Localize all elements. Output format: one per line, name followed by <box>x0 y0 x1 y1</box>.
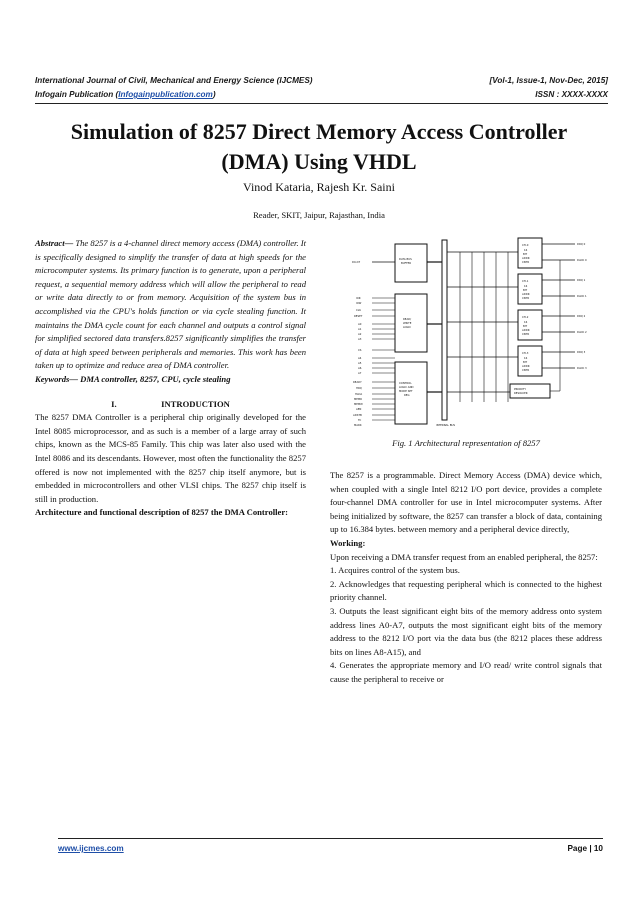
architecture-figure <box>350 232 602 432</box>
svg-text:PRIORITY: PRIORITY <box>514 388 526 391</box>
block-label: LOGIC <box>403 326 411 329</box>
working-intro: Upon receiving a DMA transfer request from an enabled peripheral, the 8257: <box>330 551 598 562</box>
abstract-text: The 8257 is a 4-channel direct memory access (DMA) controller. It is specifically designed to simplify the transfer of data at high speeds for the microcomputer systems. Its primary function is to generate, upon a peripheral request, a sequential memory address which will allow the peripheral to read or write data directly to or from memory. Acquisition of the system bus in accomplished via the CPU's holds function or via cycle stealing function. It maintains the DMA cycle count for each channel and outputs a control signal for simplified sectored data transfers.8257 significantly simplifies the transfer of data at high speed between peripherals and memories. This work has been taken up to optimize and reduce area of DMA controller. <box>35 238 306 371</box>
svg-text:DRQ 0: DRQ 0 <box>577 243 586 246</box>
svg-text:CS: CS <box>358 349 362 352</box>
working-item-4: 4. Generates the appropriate memory and I/O read/ write control signals that cause the peripheral to receive or <box>330 660 602 684</box>
channel-0 <box>518 238 542 268</box>
svg-text:HRQ: HRQ <box>356 387 362 390</box>
block-label: READ/ <box>403 318 412 321</box>
svg-text:A6: A6 <box>358 367 362 370</box>
channel-1 <box>518 274 542 304</box>
svg-text:CNTR: CNTR <box>522 369 530 372</box>
block-label: LOGIC AND <box>399 386 414 389</box>
block-control-logic <box>395 362 427 424</box>
paper-authors: Vinod Kataria, Rajesh Kr. Saini <box>243 180 395 194</box>
svg-text:BIT: BIT <box>523 361 528 364</box>
svg-text:MARK: MARK <box>354 424 362 427</box>
svg-text:ADSTB: ADSTB <box>353 414 362 417</box>
svg-text:BIT: BIT <box>523 253 528 256</box>
publisher-info <box>35 90 216 99</box>
svg-text:CH-3: CH-3 <box>522 352 529 355</box>
svg-text:ADDR: ADDR <box>522 365 530 368</box>
priority-resolver <box>510 384 550 398</box>
page-footer <box>58 844 603 853</box>
svg-text:DACK 3: DACK 3 <box>577 367 587 370</box>
svg-text:MEMR: MEMR <box>354 398 362 401</box>
svg-text:D0-D7: D0-D7 <box>352 261 361 264</box>
block-label: MODE SET <box>399 390 413 393</box>
page-number: Page | 10 <box>567 844 603 853</box>
paper-affiliation: Reader, SKIT, Jaipur, Rajasthan, India <box>253 210 385 220</box>
svg-text:16: 16 <box>524 249 528 252</box>
left-column <box>35 237 306 520</box>
svg-text:CH-2: CH-2 <box>522 316 529 319</box>
svg-text:16: 16 <box>524 321 528 324</box>
block-label: CONTROL <box>399 382 412 385</box>
svg-text:DRQ 2: DRQ 2 <box>577 315 586 318</box>
svg-text:A2: A2 <box>358 333 362 336</box>
intro-paragraph: The 8257 DMA Controller is a peripheral chip originally developed for the Intel 8085 microprocessor, and as such is a member of a large array of such chips, known as the MCS-85 Family. This chip was later also used with the Intel 8086 and its descendants. However, most often the functionality the 8257 offered is now not implemented with the 8257 chip itself anymore, but is embedded in microcontrollers and other VLSI chips. The 8257 chip itself is still in production. <box>35 412 306 504</box>
working-item-1: 1. Acquires control of the system bus. <box>330 565 460 576</box>
svg-text:HLDA: HLDA <box>355 393 363 396</box>
svg-text:RESOLVER: RESOLVER <box>514 392 528 395</box>
svg-text:ADDR: ADDR <box>522 293 530 296</box>
svg-text:IOW: IOW <box>356 302 362 305</box>
svg-text:MEMW: MEMW <box>354 403 363 406</box>
svg-text:16: 16 <box>524 285 528 288</box>
svg-text:DRQ 1: DRQ 1 <box>577 279 586 282</box>
internal-bus <box>442 240 447 420</box>
footer-rule <box>58 838 603 839</box>
working-item-3: 3. Outputs the least significant eight bits of the memory address onto system address lines A0-A7, outputs the most significant eight bits of the memory address to the 8212 I/O port via the data bus (the 8212 places these address bits on lines A8-A15), and <box>330 605 602 657</box>
svg-text:CH-0: CH-0 <box>522 244 529 247</box>
svg-text:A1: A1 <box>358 328 362 331</box>
svg-text:DACK 0: DACK 0 <box>577 259 587 262</box>
svg-text:IOR: IOR <box>356 297 361 300</box>
svg-text:DRQ 3: DRQ 3 <box>577 351 586 354</box>
footer-url[interactable]: www.ijcmes.com <box>58 844 124 853</box>
svg-text:DACK 1: DACK 1 <box>577 295 587 298</box>
journal-name: International Journal of Civil, Mechanical and Energy Science (IJCMES) <box>35 76 313 85</box>
right-paragraph-1: The 8257 is a programmable. Direct Memory Access (DMA) device which, when coupled with a single Intel 8212 I/O port device, provides a complete four-channel DMA controller for use in Intel microcomputer systems. After being initialized by software, the 8257 can transfer a block of data, containing up to 16.384 bytes. between memory and a peripheral device directly, <box>330 470 602 535</box>
bus-label: INTERNAL BUS <box>436 424 456 427</box>
section-heading-introduction <box>35 398 306 412</box>
svg-text:CNTR: CNTR <box>522 297 530 300</box>
right-column <box>330 469 602 687</box>
section-number: I. <box>111 398 117 409</box>
svg-text:READY: READY <box>353 381 362 384</box>
svg-text:CLK: CLK <box>356 309 361 312</box>
publisher-prefix: Infogain Publication ( <box>35 90 119 99</box>
channel-3 <box>518 346 542 376</box>
channel-2 <box>518 310 542 340</box>
issn: ISSN : XXXX-XXXX <box>535 90 608 99</box>
svg-text:CNTR: CNTR <box>522 261 530 264</box>
working-item-2: 2. Acknowledges that requesting peripheral which is connected to the highest priority channel. <box>330 578 602 603</box>
block-label: DATA BUS <box>399 258 412 261</box>
abstract <box>35 237 306 373</box>
svg-text:A0: A0 <box>358 323 362 326</box>
svg-text:CH-1: CH-1 <box>522 280 529 283</box>
svg-text:CNTR: CNTR <box>522 333 530 336</box>
section-title: INTRODUCTION <box>161 398 230 409</box>
keywords: Keywords— DMA controller, 8257, CPU, cycle stealing <box>35 373 231 384</box>
volume-info: [Vol-1, Issue-1, Nov-Dec, 2015] <box>489 76 608 85</box>
svg-text:RESET: RESET <box>354 315 363 318</box>
svg-text:16: 16 <box>524 357 528 360</box>
svg-text:TC: TC <box>358 419 362 422</box>
svg-text:BIT: BIT <box>523 289 528 292</box>
header-rule <box>35 103 608 104</box>
svg-text:AEN: AEN <box>356 408 362 411</box>
abstract-label: Abstract— <box>35 238 74 248</box>
svg-text:A5: A5 <box>358 362 362 365</box>
publisher-link[interactable]: Infogainpublication.com <box>118 90 213 99</box>
svg-text:DACK 2: DACK 2 <box>577 331 587 334</box>
svg-text:A4: A4 <box>358 357 362 360</box>
svg-text:BIT: BIT <box>523 325 528 328</box>
paper-title: Simulation of 8257 Direct Memory Access Controller (DMA) Using VHDL <box>70 119 568 174</box>
svg-text:ADDR: ADDR <box>522 329 530 332</box>
architecture-subheading: Architecture and functional description of 8257 the DMA Controller: <box>35 507 289 518</box>
working-heading: Working: <box>330 537 366 548</box>
svg-text:A7: A7 <box>358 372 362 375</box>
svg-text:A3: A3 <box>358 338 362 341</box>
svg-text:ADDR: ADDR <box>522 257 530 260</box>
block-label: BUFFER <box>401 262 412 265</box>
publisher-suffix: ) <box>212 90 216 99</box>
block-label: REG <box>404 394 410 397</box>
figure-caption: Fig. 1 Architectural representation of 8257 <box>392 438 540 448</box>
block-label: WRITE <box>403 322 412 325</box>
